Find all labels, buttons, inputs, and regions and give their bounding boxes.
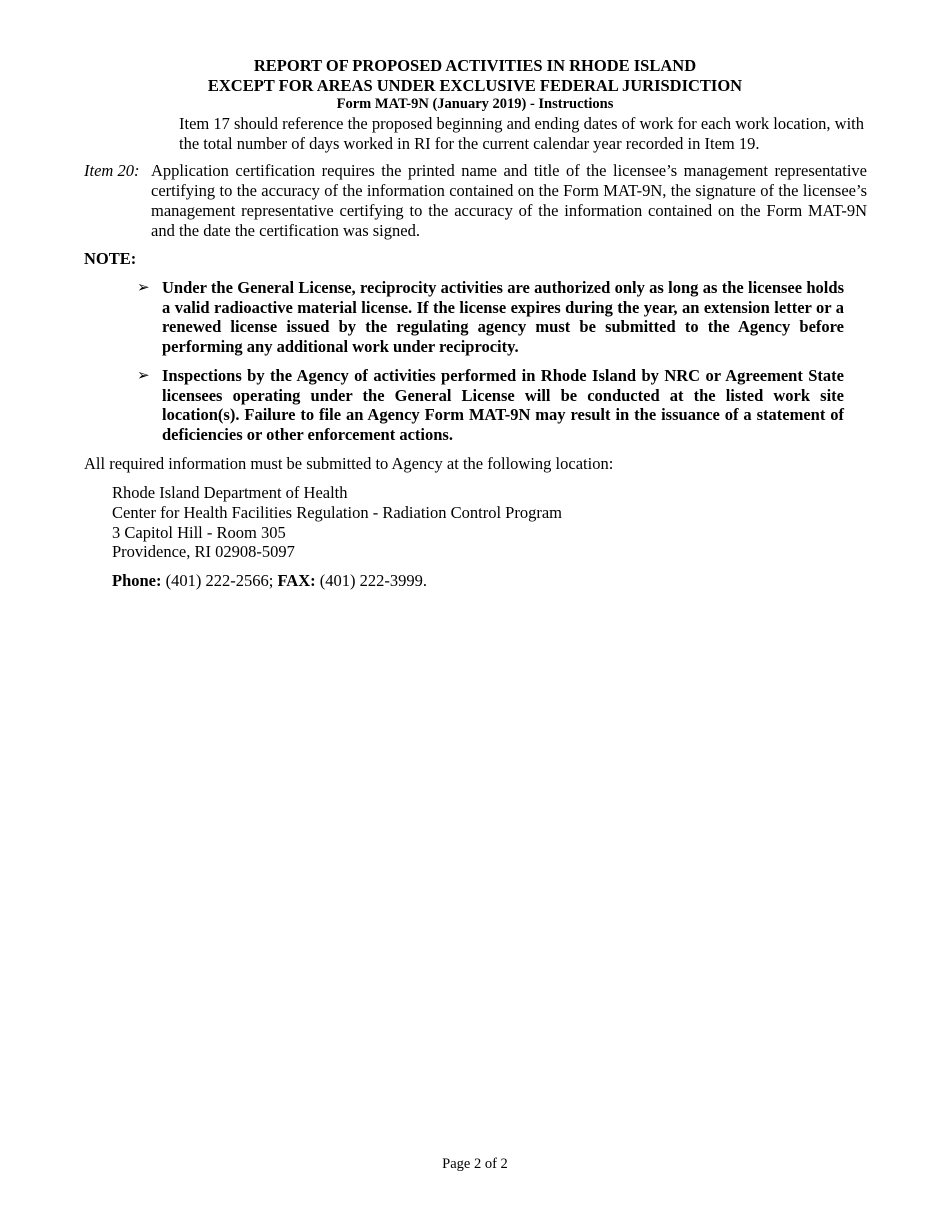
fax-number: (401) 222-3999. bbox=[319, 571, 427, 590]
address-line-1: Rhode Island Department of Health bbox=[112, 483, 348, 502]
note-bullet-2: Inspections by the Agency of activities performed in Rhode Island by NRC or Agreement State licensees operating under the General License will be conducted at the listed work site location(s). Failure to file an Agency Form MAT-9N may result in the issuance of a statement of deficiencies or other enforcement actions. bbox=[162, 366, 844, 445]
arrowhead-bullet-icon: ➢ bbox=[137, 368, 150, 384]
address-line-2: Center for Health Facilities Regulation - Radiation Control Program bbox=[112, 503, 562, 522]
form-subtitle: Form MAT-9N (January 2019) - Instructions bbox=[336, 96, 614, 112]
page-number: Page 2 of 2 bbox=[442, 1156, 508, 1172]
form-title-line-2: EXCEPT FOR AREAS UNDER EXCLUSIVE FEDERAL JURISDICTION bbox=[207, 76, 743, 95]
phone-label: Phone: bbox=[112, 571, 162, 590]
item-20-label: Item 20: bbox=[84, 161, 140, 180]
note-bullet-1: Under the General License, reciprocity activities are authorized only as long as the licensee holds a valid radioactive material license. If the license expires during the year, an extension letter or a renewed license issued by the regulating agency must be submitted to the Agency before performing any additional work under reciprocity. bbox=[162, 278, 844, 357]
contact-line bbox=[112, 571, 427, 591]
submission-instruction: All required information must be submitted to Agency at the following location: bbox=[84, 454, 614, 473]
fax-label: FAX: bbox=[277, 571, 316, 590]
item-20-paragraph: Application certification requires the printed name and title of the licensee’s management representative certifying to the accuracy of the information contained on the Form MAT-9N, the signature of the licensee’s management representative certifying to the accuracy of the information contained on the Form MAT-9N and the date the certification was signed. bbox=[151, 161, 867, 240]
arrowhead-bullet-icon: ➢ bbox=[137, 280, 150, 296]
form-title-line-1: REPORT OF PROPOSED ACTIVITIES IN RHODE ISLAND bbox=[253, 56, 697, 75]
note-label: NOTE: bbox=[84, 249, 137, 268]
address-line-4: Providence, RI 02908-5097 bbox=[112, 542, 295, 561]
item-17-paragraph: Item 17 should reference the proposed beginning and ending dates of work for each work location, with the total number of days worked in RI for the current calendar year recorded in Item 19. bbox=[179, 114, 864, 153]
phone-number: (401) 222-2566; bbox=[165, 571, 274, 590]
address-line-3: 3 Capitol Hill - Room 305 bbox=[112, 523, 286, 542]
